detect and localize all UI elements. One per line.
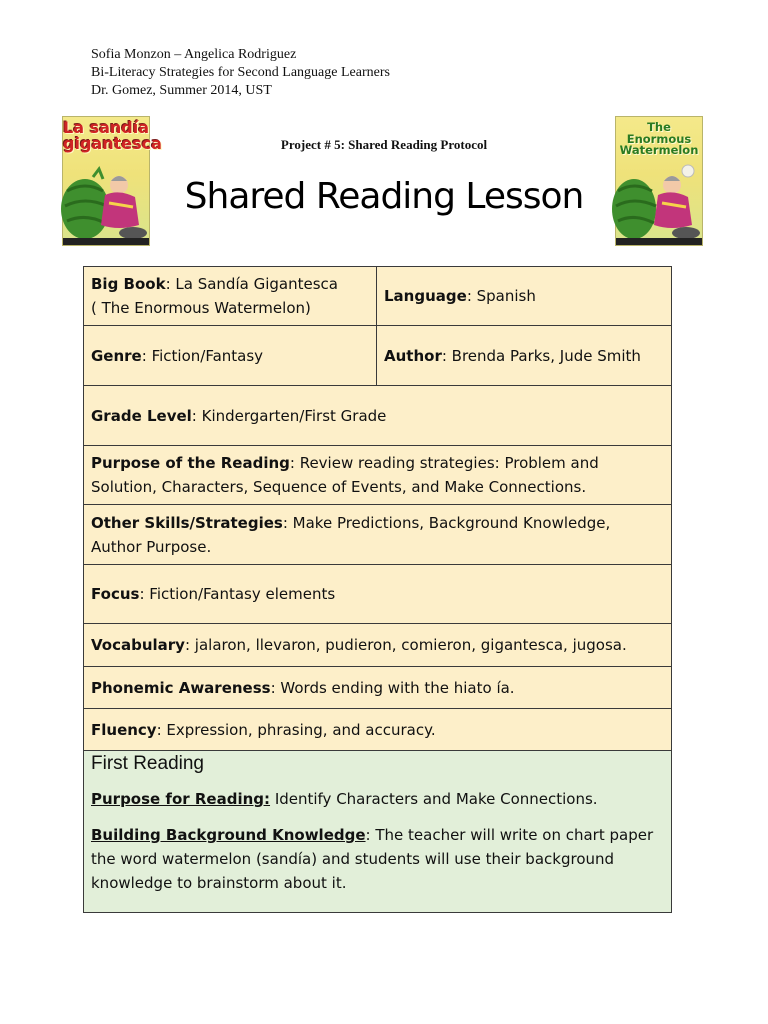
- author-label: Author: [384, 346, 442, 365]
- big-book-cell: Big Book: La Sandía Gigantesca ( The Enormous Watermelon): [84, 267, 377, 326]
- table-row: [84, 709, 672, 751]
- language-label: Language: [384, 287, 467, 305]
- course-line: Bi-Literacy Strategies for Second Language Learners: [91, 65, 390, 80]
- vocabulary-cell: Vocabulary: jalaron, llevaron, pudieron, comieron, gigantesca, jugosa.: [84, 624, 672, 667]
- table-row: [84, 446, 672, 505]
- authors-line: Sofia Monzon – Angelica Rodriguez: [91, 47, 297, 62]
- table-row: [84, 326, 672, 386]
- phonemic-awareness-value: Words ending with the hiato ía.: [280, 678, 515, 697]
- fluency-value: Expression, phrasing, and accuracy.: [166, 720, 436, 739]
- genre-value: Fiction/Fantasy: [151, 346, 264, 365]
- project-title: Project # 5: Shared Reading Protocol: [280, 137, 488, 152]
- language-value: Spanish: [476, 287, 536, 305]
- table-row: [84, 751, 672, 913]
- background-knowledge-label: Building Background Knowledge: [91, 826, 366, 844]
- focus-label: Focus: [91, 585, 140, 603]
- table-row: [84, 386, 672, 446]
- purpose-value: Review reading strategies: Problem and Solution, Characters, Sequence of Events, and Make Connections.: [91, 454, 599, 496]
- focus-value: Fiction/Fantasy elements: [149, 585, 336, 603]
- phonemic-awareness-cell: Phonemic Awareness: Words ending with the hiato ía.: [84, 667, 672, 709]
- first-reading-cell: [84, 751, 672, 913]
- language-cell: Language: Spanish: [377, 267, 672, 326]
- table-row: [84, 667, 672, 709]
- vocabulary-label: Vocabulary: [91, 636, 185, 654]
- focus-cell: Focus: Fiction/Fantasy elements: [84, 565, 672, 624]
- table-row: [84, 624, 672, 667]
- other-skills-label: Other Skills/Strategies: [91, 513, 283, 532]
- lesson-plan-table: [83, 266, 672, 913]
- big-book-label: Big Book: [91, 275, 166, 293]
- purpose-for-reading: [91, 787, 664, 811]
- author-value: Brenda Parks, Jude Smith: [451, 346, 641, 365]
- first-reading-heading: First Reading: [91, 753, 204, 774]
- purpose-for-reading-label: Purpose for Reading:: [91, 790, 271, 808]
- genre-cell: Genre: Fiction/Fantasy: [84, 326, 377, 386]
- big-book-translation: ( The Enormous Watermelon): [91, 299, 311, 317]
- building-background-knowledge: Building Background Knowledge: The teacher will write on chart paper the word watermelon (sandía) and students will use their background knowledge to brainstorm about it.: [91, 826, 654, 892]
- table-row: [84, 565, 672, 624]
- author-cell: Author: Brenda Parks, Jude Smith: [377, 326, 672, 386]
- fluency-cell: Fluency: Expression, phrasing, and accuracy.: [84, 709, 672, 751]
- table-row: [84, 505, 672, 565]
- other-skills-cell: Other Skills/Strategies: Make Predictions, Background Knowledge, Author Purpose.: [84, 505, 672, 565]
- genre-label: Genre: [91, 346, 142, 365]
- phonemic-awareness-label: Phonemic Awareness: [91, 678, 271, 697]
- background-knowledge-value: The teacher will write on chart paper the word watermelon (sandía) and students will use their background knowledge to brainstorm about it.: [91, 826, 654, 892]
- fluency-label: Fluency: [91, 720, 157, 739]
- purpose-label: Purpose of the Reading: [91, 454, 290, 472]
- table-row: [84, 267, 672, 326]
- document-header: [91, 46, 390, 100]
- purpose-cell: Purpose of the Reading: Review reading strategies: Problem and Solution, Characters, Sequence of Events, and Make Connections.: [84, 446, 672, 505]
- grade-level-cell: Grade Level: Kindergarten/First Grade: [84, 386, 672, 446]
- page-title: Shared Reading Lesson: [184, 176, 584, 217]
- purpose-for-reading-value: Identify Characters and Make Connections.: [274, 790, 598, 808]
- other-skills-value: Make Predictions, Background Knowledge, Author Purpose.: [91, 513, 611, 556]
- instructor-line: Dr. Gomez, Summer 2014, UST: [91, 83, 272, 98]
- vocabulary-value: jalaron, llevaron, pudieron, comieron, gigantesca, jugosa.: [194, 636, 627, 654]
- grade-level-value: Kindergarten/First Grade: [201, 406, 387, 425]
- big-book-value: La Sandía Gigantesca: [175, 275, 338, 293]
- grade-level-label: Grade Level: [91, 406, 192, 425]
- cover-title-spanish: La sandía gigantesca: [63, 118, 162, 153]
- cover-title-english: The Enormous Watermelon: [619, 120, 699, 157]
